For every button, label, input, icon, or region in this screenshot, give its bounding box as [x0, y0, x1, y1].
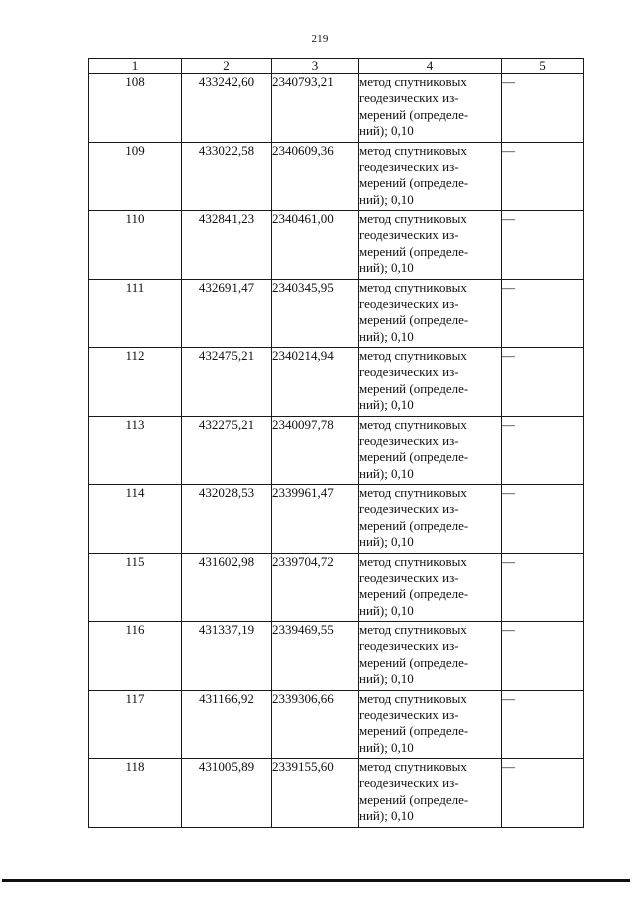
method-text-line: геодезических из- — [359, 90, 459, 106]
table-row — [89, 348, 584, 417]
point-number-cell: 112 — [89, 348, 182, 417]
column-header-1: 1 — [89, 59, 182, 74]
column-5-cell — [502, 142, 584, 211]
point-number-cell: 110 — [89, 211, 182, 280]
y-coordinate-cell: 2340097,78 — [272, 416, 359, 485]
column-5-cell — [502, 74, 584, 143]
column-header-4: 4 — [359, 59, 502, 74]
method-cell — [359, 416, 502, 485]
table-header — [89, 59, 584, 74]
table-row — [89, 553, 584, 622]
method-text-line: ний); 0,10 — [359, 260, 414, 276]
x-coordinate-cell: 431005,89 — [182, 759, 272, 828]
column-5-value: — — [502, 690, 515, 706]
y-coordinate-cell: 2340461,00 — [272, 211, 359, 280]
method-text-line: мерений (определе- — [359, 380, 469, 396]
column-5-value: — — [502, 759, 515, 774]
method-text-line: ний); 0,10 — [359, 671, 414, 687]
method-text-line: геодезических из- — [359, 227, 459, 243]
method-text-line: ний); 0,10 — [359, 328, 414, 344]
column-5-value: — — [502, 74, 515, 89]
method-text-line: метод спутниковых — [359, 485, 467, 500]
point-number-cell: 111 — [89, 279, 182, 348]
column-5-cell — [502, 416, 584, 485]
method-text-line: метод спутниковых — [359, 142, 467, 158]
bottom-rule — [2, 879, 630, 882]
page-number: 219 — [311, 33, 329, 45]
column-5-value: — — [502, 142, 515, 158]
column-5-cell — [502, 690, 584, 759]
column-5-cell — [502, 553, 584, 622]
method-text-line: мерений (определе- — [359, 791, 469, 807]
header-row — [89, 59, 584, 74]
y-coordinate-cell: 2340214,94 — [272, 348, 359, 417]
point-number-cell: 115 — [89, 553, 182, 622]
table-row — [89, 759, 584, 828]
coordinates-table — [88, 58, 584, 828]
method-cell — [359, 74, 502, 143]
x-coordinate-cell: 432028,53 — [182, 485, 272, 554]
method-text-line: мерений (определе- — [359, 654, 469, 670]
method-text-line: геодезических из- — [359, 501, 459, 517]
column-5-cell — [502, 279, 584, 348]
x-coordinate-cell: 431166,92 — [182, 690, 272, 759]
method-text-line: метод спутниковых — [359, 348, 467, 363]
y-coordinate-cell: 2339306,66 — [272, 690, 359, 759]
method-cell — [359, 485, 502, 554]
method-cell — [359, 348, 502, 417]
method-text-line: метод спутниковых — [359, 279, 467, 295]
method-text-line: геодезических из- — [359, 364, 459, 380]
column-5-cell — [502, 759, 584, 828]
method-text-line: метод спутниковых — [359, 211, 467, 226]
method-cell — [359, 142, 502, 211]
column-5-cell — [502, 348, 584, 417]
table-row — [89, 211, 584, 280]
method-cell — [359, 759, 502, 828]
y-coordinate-cell: 2340345,95 — [272, 279, 359, 348]
method-cell — [359, 553, 502, 622]
method-text-line: ний); 0,10 — [359, 191, 414, 207]
method-text-line: мерений (определе- — [359, 312, 469, 328]
point-number-cell: 108 — [89, 74, 182, 143]
method-text-line: метод спутниковых — [359, 622, 467, 637]
point-number-cell: 114 — [89, 485, 182, 554]
method-text-line: метод спутниковых — [359, 690, 467, 706]
method-cell — [359, 622, 502, 691]
method-text-line: ний); 0,10 — [359, 123, 414, 139]
x-coordinate-cell: 431337,19 — [182, 622, 272, 691]
table-row — [89, 279, 584, 348]
x-coordinate-cell: 433242,60 — [182, 74, 272, 143]
method-text-line: метод спутниковых — [359, 416, 467, 432]
method-text-line: мерений (определе- — [359, 106, 469, 122]
column-5-value: — — [502, 622, 515, 637]
column-5-value: — — [502, 416, 515, 432]
method-text-line: геодезических из- — [359, 638, 459, 654]
method-text-line: геодезических из- — [359, 158, 459, 174]
method-text-line: ний); 0,10 — [359, 739, 414, 755]
method-text-line: геодезических из- — [359, 775, 459, 791]
column-5-cell — [502, 485, 584, 554]
y-coordinate-cell: 2339961,47 — [272, 485, 359, 554]
method-text-line: ний); 0,10 — [359, 534, 414, 550]
method-text-line: геодезических из- — [359, 295, 459, 311]
method-text-line: мерений (определе- — [359, 175, 469, 191]
table-body — [89, 74, 584, 828]
method-text-line: геодезических из- — [359, 432, 459, 448]
method-text-line: метод спутниковых — [359, 759, 467, 774]
method-text-line: метод спутниковых — [359, 74, 467, 89]
point-number-cell: 116 — [89, 622, 182, 691]
column-header-2: 2 — [182, 59, 272, 74]
table-row — [89, 690, 584, 759]
column-header-5: 5 — [502, 59, 584, 74]
x-coordinate-cell: 432691,47 — [182, 279, 272, 348]
x-coordinate-cell: 432475,21 — [182, 348, 272, 417]
method-text-line: мерений (определе- — [359, 723, 469, 739]
method-text-line: ний); 0,10 — [359, 808, 414, 824]
method-text-line: мерений (определе- — [359, 243, 469, 259]
method-text-line: геодезических из- — [359, 706, 459, 722]
table-row — [89, 74, 584, 143]
y-coordinate-cell: 2340793,21 — [272, 74, 359, 143]
column-5-value: — — [502, 485, 515, 500]
method-text-line: метод спутниковых — [359, 553, 467, 569]
y-coordinate-cell: 2339155,60 — [272, 759, 359, 828]
method-text-line: мерений (определе- — [359, 586, 469, 602]
method-cell — [359, 690, 502, 759]
point-number-cell: 118 — [89, 759, 182, 828]
method-text-line: геодезических из- — [359, 569, 459, 585]
x-coordinate-cell: 433022,58 — [182, 142, 272, 211]
table-row — [89, 142, 584, 211]
y-coordinate-cell: 2339704,72 — [272, 553, 359, 622]
method-text-line: ний); 0,10 — [359, 602, 414, 618]
method-cell — [359, 279, 502, 348]
point-number-cell: 117 — [89, 690, 182, 759]
x-coordinate-cell: 432275,21 — [182, 416, 272, 485]
method-text-line: мерений (определе- — [359, 517, 469, 533]
x-coordinate-cell: 432841,23 — [182, 211, 272, 280]
column-5-cell — [502, 622, 584, 691]
column-5-value: — — [502, 279, 515, 295]
column-5-value: — — [502, 348, 515, 363]
method-text-line: ний); 0,10 — [359, 397, 414, 413]
column-5-value: — — [502, 211, 515, 226]
x-coordinate-cell: 431602,98 — [182, 553, 272, 622]
point-number-cell: 113 — [89, 416, 182, 485]
point-number-cell: 109 — [89, 142, 182, 211]
method-text-line: ний); 0,10 — [359, 465, 414, 481]
table-row — [89, 622, 584, 691]
method-text-line: мерений (определе- — [359, 449, 469, 465]
column-5-value: — — [502, 553, 515, 569]
y-coordinate-cell: 2339469,55 — [272, 622, 359, 691]
table-row — [89, 485, 584, 554]
column-header-3: 3 — [272, 59, 359, 74]
y-coordinate-cell: 2340609,36 — [272, 142, 359, 211]
table-row — [89, 416, 584, 485]
method-cell — [359, 211, 502, 280]
column-5-cell — [502, 211, 584, 280]
